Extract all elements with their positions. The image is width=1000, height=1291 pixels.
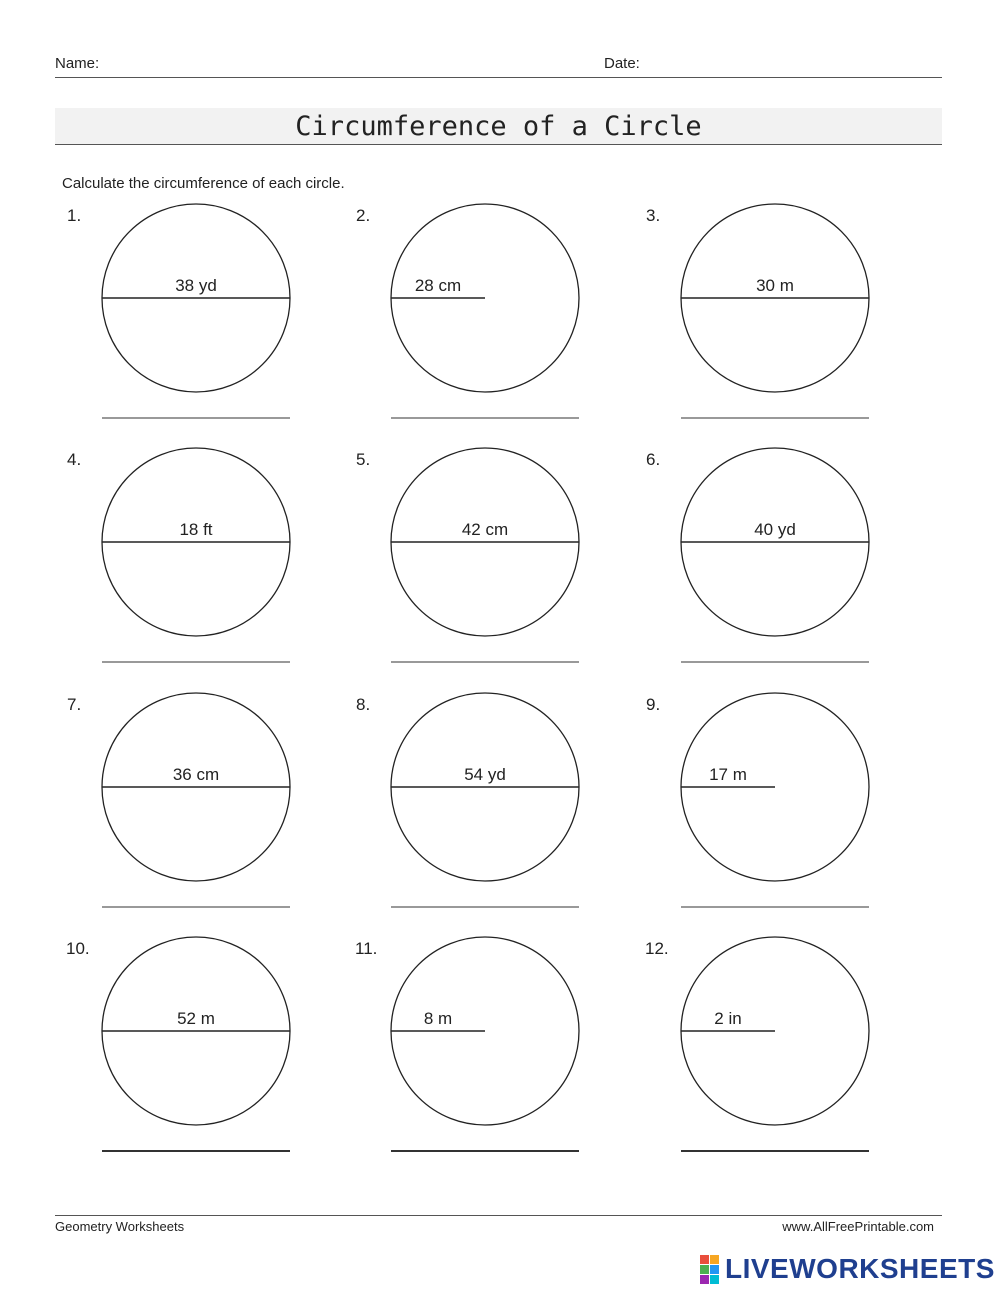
measure-label: 54 yd (464, 765, 506, 784)
name-label: Name: (55, 55, 100, 72)
logo-icon (700, 1255, 719, 1284)
liveworksheets-logo (700, 1254, 995, 1284)
brand-wordmark: LIVEWORKSHEETS (725, 1253, 995, 1284)
problem-number: 10. (66, 939, 90, 958)
footer-left: Geometry Worksheets (55, 1219, 185, 1234)
measure-label: 36 cm (172, 765, 220, 784)
measure-label: 30 m (756, 276, 794, 295)
measure-label: 42 cm (461, 520, 509, 539)
problem-10 (66, 937, 290, 1151)
problem-6 (646, 448, 869, 662)
problem-number: 7. (67, 695, 82, 714)
problem-5 (356, 448, 579, 662)
problem-number: 3. (646, 206, 661, 225)
measure-label: 18 ft (179, 520, 213, 539)
logo-square (710, 1255, 719, 1264)
problem-2 (356, 204, 579, 418)
problem-1 (67, 204, 290, 418)
footer-rule (55, 1215, 942, 1216)
measure-label: 28 cm (414, 276, 462, 295)
logo-square (700, 1265, 709, 1274)
problem-number: 12. (645, 939, 669, 958)
problem-number: 4. (67, 450, 82, 469)
problem-3 (646, 204, 869, 418)
date-label: Date: (604, 55, 640, 72)
problem-12 (645, 937, 869, 1151)
problem-number: 9. (646, 695, 661, 714)
measure-label: 52 m (177, 1009, 215, 1028)
problem-number: 1. (67, 206, 82, 225)
problem-number: 2. (356, 206, 371, 225)
measure-label: 2 in (714, 1009, 742, 1028)
problem-9 (646, 693, 869, 907)
problem-number: 5. (356, 450, 371, 469)
measure-label: 8 m (423, 1009, 453, 1028)
problem-number: 8. (356, 695, 371, 714)
problem-number: 11. (355, 939, 378, 958)
problem-11 (355, 937, 579, 1151)
page-title: Circumference of a Circle (295, 111, 702, 142)
instructions: Calculate the circumference of each circle. (62, 175, 345, 192)
problem-8 (356, 693, 579, 907)
measure-label: 17 m (709, 765, 747, 784)
logo-square (700, 1275, 709, 1284)
footer-right: www.AllFreePrintable.com (782, 1219, 934, 1234)
problem-4 (67, 448, 290, 662)
problem-number: 6. (646, 450, 661, 469)
problem-7 (67, 693, 290, 907)
measure-label: 40 yd (754, 520, 796, 539)
measure-label: 38 yd (175, 276, 217, 295)
logo-square (710, 1265, 719, 1274)
logo-square (700, 1255, 709, 1264)
logo-square (710, 1275, 719, 1284)
